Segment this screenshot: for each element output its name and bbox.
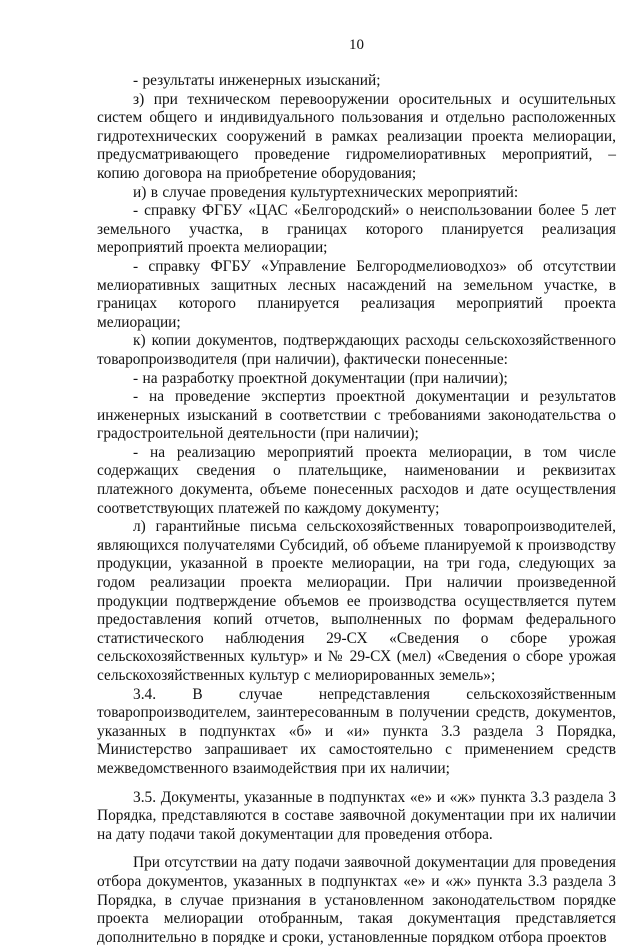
paragraph-design-docs: - на разработку проектной документации (при наличии); — [133, 369, 508, 387]
page-number: 10 — [349, 37, 364, 53]
paragraph-z-reequipment: з) при техническом перевооружении оросительных и осушительных систем общего и индивидуального пользования и отдельно расположенных гидротехнических сооружений в рамках реализации проекта мелиорации, предусматривающего проведение гидромелиоративных мероприятий, – копию договора на приобретение оборудования; — [97, 90, 616, 182]
paragraph-absence: При отсутствии на дату подачи заявочной документации для проведения отбора документов, указанных в подпунктах «е» и «ж» пункта 3.3 раздела 3 Порядка, в случае признания в установленном законодательством порядке проекта мелиорации отобранным, такая документация представляется дополнительно в порядке и сроки, установленные порядком отбора проектов — [97, 854, 616, 946]
paragraph-3-5: 3.5. Документы, указанные в подпунктах «е» и «ж» пункта 3.3 раздела 3 Порядка, представляются в составе заявочной документации при их наличии на дату подачи такой документации для проведения отбора. — [97, 788, 616, 843]
paragraph-i-cultural-technical: и) в случае проведения культуртехнических мероприятий: — [133, 183, 519, 201]
paragraph-k-expense-documents: к) копии документов, подтверждающих расходы сельскохозяйственного товаропроизводителя (при наличии), фактически понесенные: — [97, 332, 616, 368]
paragraph-expertise: - на проведение экспертиз проектной документации и результатов инженерных изысканий в соответствии с требованиями законодательства о градостроительной деятельности (при наличии); — [97, 388, 616, 443]
paragraph-melioration-certificate: - справку ФГБУ «Управление Белгородмелиоводхоз» об отсутствии мелиоративных защитных лесных насаждений на земельном участке, в границах которого планируется реализация мероприятий проекта мелиорации; — [97, 257, 616, 331]
paragraph-3-4: 3.4. В случае непредставления сельскохозяйственным товаропроизводителем, заинтересованным в получении средств, документов, указанных в подпунктах «б» и «и» пункта 3.3 раздела 3 Порядка, Министерство запрашивает их самостоятельно с применением средств межведомственного взаимодействия при их наличии; — [97, 685, 616, 777]
paragraph-l-guarantee-letters: л) гарантийные письма сельскохозяйственных товаропроизводителей, являющихся получателями Субсидий, об объеме планируемой к производству продукции, указанной в проекте мелиорации, на три года, следующих за годом реализации проекта мелиорации. При наличии произведенной продукции подтверждение объемов ее производства осуществляется путем предоставления копий отчетов, выполненных по формам федерального статистического наблюдения 29-СХ «Сведения о сборе урожая сельскохозяйственных культур» и № 29-СХ (мел) «Сведения о сборе урожая сельскохозяйственных культур с мелиорированных земель»; — [97, 518, 616, 684]
paragraph-engineering-surveys: - результаты инженерных изысканий; — [133, 72, 381, 89]
paragraph-cas-certificate: - справку ФГБУ «ЦАС «Белгородский» о неиспользовании более 5 лет земельного участка, в границах которого планируется реализация мероприятий проекта мелиорации; — [97, 202, 616, 257]
paragraph-implementation: - на реализацию мероприятий проекта мелиорации, в том числе содержащих сведения о плательщике, наименовании и реквизитах платежного документа, объеме понесенных расходов и дате осуществления соответствующих платежей по каждому документу; — [97, 443, 616, 517]
